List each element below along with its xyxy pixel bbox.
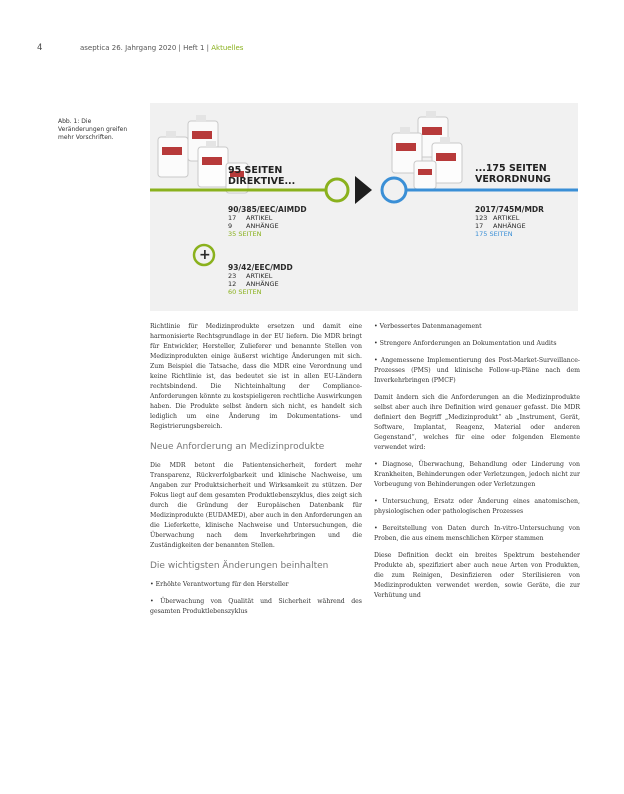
mdd-block <box>228 263 293 296</box>
mdr-block <box>475 205 544 238</box>
mdr-row-number: 17 <box>475 222 484 230</box>
mdd-row-number: 23 <box>228 272 237 280</box>
canister-group-right <box>392 111 462 189</box>
body-paragraph: Damit ändern sich die Anforderungen an die Medizinprodukte selbst aber auch ihre Definition wird genauer gefasst. Die MDR definiert den Begriff „Medizinprodukt“ ab „Instrument, Gerät, Software, Implantat, Reagenz, Material oder anderen Gegenstand“, welches für eine oder folgenden Elemente verwendet wird: <box>374 394 580 451</box>
left-headline-line2: DIREKTIVE... <box>228 176 296 187</box>
right-headline-line2: VERORDNUNG <box>475 174 551 185</box>
mdd-pages: 60 SEITEN <box>228 288 262 296</box>
aimdd-row-number: 17 <box>228 214 237 222</box>
mdd-code: 93/42/EEC/MDD <box>228 263 293 272</box>
journal-title: aseptica 26. Jahrgang 2020 | Heft 1 | <box>80 44 212 52</box>
aimdd-row-number: 9 <box>228 222 233 230</box>
body-paragraph: Diese Definition deckt ein breites Spektrum bestehender Produkte ab, spezifiziert aber auch neue Arten von Produkten, die zum Reinigen, Desinfizieren oder Sterilisieren von Medizinprodukten verwendet werden, sowie Geräte, die zur Verhütung und <box>374 552 580 599</box>
green-circle-marker <box>326 179 348 201</box>
aimdd-pages: 35 SEITEN <box>228 230 262 238</box>
aimdd-row <box>228 214 307 222</box>
figure-caption: Abb. 1: Die Veränderungen greifen mehr Vorschriften. <box>58 118 128 141</box>
body-paragraph: Die MDR betont die Patientensicherheit, fordert mehr Transparenz, Rückverfolgbarkeit und klinische Nachweise, um Angaben zur Produktsicherheit und Wirksamkeit zu stützen. Der Fokus liegt auf dem gesamten Produktlebenszyklus, dies zeigt sich durch die Gründung der Europäischen Datenbank für Medizinprodukte (EUDAMED), aber auch in den Anforderungen an die Lieferkette, klinische Nachweise und Untersuchungen, die Überwachung nach dem Inverkehrbringen und die Zuständigkeiten der benannten Stellen. <box>150 462 362 549</box>
right-column <box>374 322 580 608</box>
bullet-item: • Bereitstellung von Daten durch In-vitro-Untersuchung von Proben, die aus einem menschlichen Körper stammen <box>374 525 580 542</box>
figure-mdd-to-mdr <box>150 103 578 311</box>
section-heading: Neue Anforderung an Medizinprodukte <box>150 442 325 452</box>
body-paragraph: Richtlinie für Medizinprodukte ersetzen und damit eine harmonisierte Rechtsgrundlage in der EU liefern. Die MDR bringt für Entwickler, Hersteller, Zulieferer und benannte Stellen von Medizinprodukten einige äußerst wichtige Änderungen mit sich. Zum Beispiel die Tatsache, dass die MDR eine Verordnung und keine Richtlinie ist, das bedeutet sie ist in allen EU-Ländern rechtsbindend. Die Nichteinhaltung der Compliance-Anforderungen könnte zu kostspieligeren rechtliche Auswirkungen haben. Die Produkte selbst ändern sich nicht, es handelt sich lediglich um eine Änderung im Dokumentations- und Registrierungsbereich. <box>150 323 362 430</box>
left-headline-line1: 95 SEITEN <box>228 165 283 176</box>
bullet-item: • Angemessene Implementierung des Post-Market-Surveillance-Prozesses (PMS) und klinische Follow-up-Pläne nach dem Inverkehrbringen (PMCF) <box>374 357 580 384</box>
mdd-row-label: ARTIKEL <box>246 272 273 280</box>
mdr-row-label: ANHÄNGE <box>493 222 526 230</box>
bullet-item: • Überwachung von Qualität und Sicherheit während des gesamten Produktlebenszyklus <box>150 598 362 615</box>
aimdd-row-label: ARTIKEL <box>246 214 273 222</box>
right-headline <box>475 163 551 185</box>
page-number: 4 <box>37 43 43 53</box>
blue-circle-marker <box>382 178 406 202</box>
mdr-code: 2017/745M/MDR <box>475 205 544 214</box>
bullet-item: • Diagnose, Überwachung, Behandlung oder Linderung von Krankheiten, Behinderungen oder Verletzungen, jedoch nicht zur Vorbeugung von Behinderungen oder Verletzungen <box>374 461 580 488</box>
mdr-row <box>475 214 544 222</box>
mdd-row-label: ANHÄNGE <box>246 280 279 288</box>
bullet-item: • Strengere Anforderungen an Dokumentation und Audits <box>374 340 557 347</box>
mdr-row-label: ARTIKEL <box>493 214 520 222</box>
left-column <box>150 322 362 624</box>
plus-symbol: + <box>199 247 211 263</box>
mdd-row-number: 12 <box>228 280 237 288</box>
aimdd-block <box>228 205 307 238</box>
transition-arrow-icon <box>355 176 372 204</box>
mdr-pages: 175 SEITEN <box>475 230 513 238</box>
running-header <box>37 43 597 57</box>
bullet-item: • Verbessertes Datenmanagement <box>374 323 482 330</box>
left-headline <box>228 165 295 187</box>
aimdd-code: 90/385/EEC/AIMDD <box>228 205 307 214</box>
mdd-row <box>228 280 293 288</box>
mdr-row-number: 123 <box>475 214 488 222</box>
bullet-item: • Untersuchung, Ersatz oder Änderung eines anatomischen, physiologischen oder pathologischen Prozesses <box>374 498 580 515</box>
aimdd-row <box>228 222 307 230</box>
journal-info <box>80 44 243 52</box>
bullet-item: • Erhöhte Verantwortung für den Hersteller <box>150 581 289 588</box>
mdr-row <box>475 222 544 230</box>
mdd-row <box>228 272 293 280</box>
section-heading: Die wichtigsten Änderungen beinhalten <box>150 561 329 571</box>
section-tag: Aktuelles <box>211 44 244 52</box>
aimdd-row-label: ANHÄNGE <box>246 222 279 230</box>
right-headline-line1: ...175 SEITEN <box>475 163 547 174</box>
